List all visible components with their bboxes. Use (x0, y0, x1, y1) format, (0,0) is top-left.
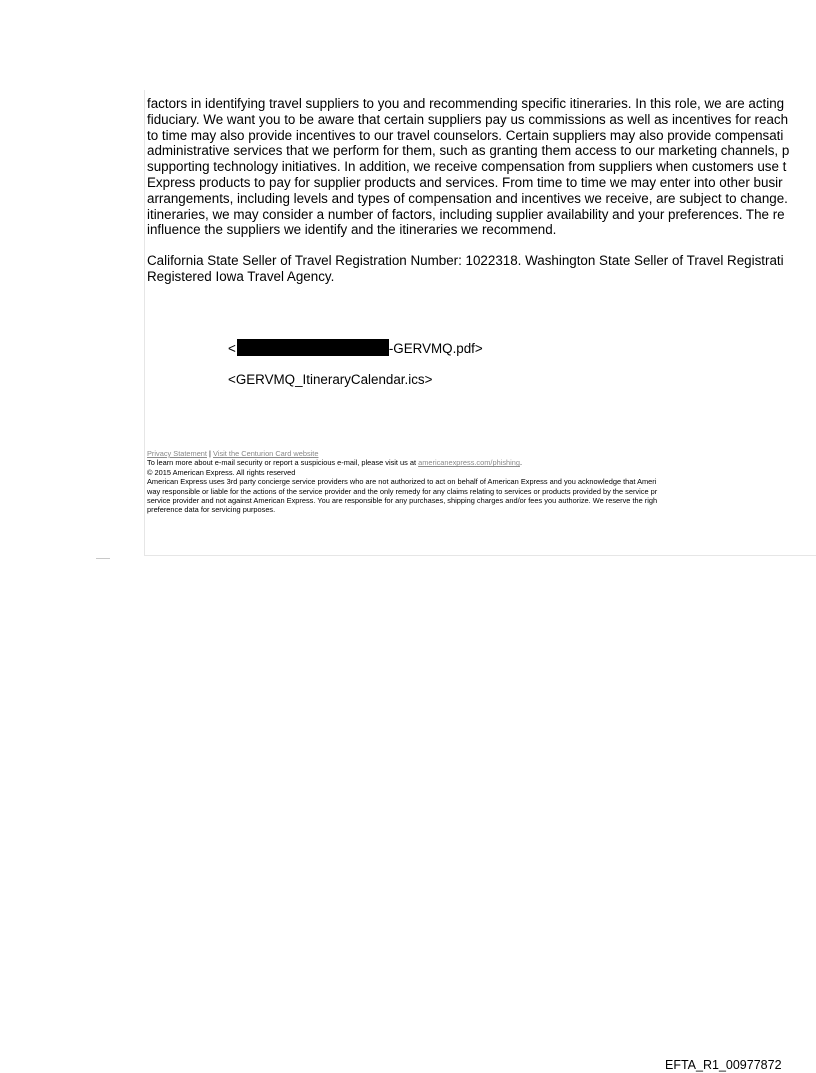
security-end: . (519, 458, 523, 468)
disclaimer-line: American Express uses 3rd party concierge service providers who are not authorized to act on behalf of American Express and you acknowledge that Ameri (147, 477, 657, 487)
copyright: © 2015 American Express. All rights reserved (147, 467, 296, 477)
page-identifier: EFTA_R1_00977872 (665, 1058, 782, 1072)
phishing-link[interactable]: americanexpress.com/phishing (418, 458, 520, 468)
redaction-block (237, 339, 389, 356)
ics-attachment[interactable]: <GERVMQ_ItineraryCalendar.ics> (228, 372, 433, 387)
attachment-prefix: < (228, 341, 236, 356)
link-separator: | (209, 449, 211, 458)
attachment-suffix: -GERVMQ.pdf> (388, 341, 483, 356)
body-line: itineraries, we may consider a number of factors, including supplier availability and your preferences. The re (147, 206, 785, 222)
registration-line: California State Seller of Travel Registration Number: 1022318. Washington State Seller of Travel Registrati (147, 253, 784, 269)
email-footer (147, 449, 816, 515)
body-line: to time may also provide incentives to our travel counselors. Certain suppliers may also provide compensati (147, 127, 784, 143)
privacy-statement-link[interactable]: Privacy Statement (147, 449, 207, 458)
disclaimer-line: way responsible or liable for the actions of the service provider and the only remedy for any claims relating to services or products provided by the service pr (147, 486, 658, 496)
footer-links (147, 449, 816, 458)
body-line: Express products to pay for supplier products and services. From time to time we may enter into other busir (147, 174, 783, 190)
body-line: supporting technology initiatives. In addition, we receive compensation from suppliers when customers use t (147, 159, 787, 175)
email-body (147, 96, 816, 285)
disclaimer-line: service provider and not against American Express. You are responsible for any purchases, shipping charges and/or fees you authorize. We reserve the righ (147, 496, 658, 506)
body-line: influence the suppliers we identify and the itineraries we recommend. (147, 222, 557, 238)
centurion-card-link[interactable]: Visit the Centurion Card website (213, 449, 319, 458)
divider-stub (96, 558, 110, 559)
body-line: administrative services that we perform for them, such as granting them access to our marketing channels, p (147, 143, 790, 159)
security-text: To learn more about e-mail security or report a suspicious e-mail, please visit us at (147, 458, 419, 468)
security-notice (147, 458, 816, 467)
pdf-attachment[interactable] (228, 339, 483, 357)
disclaimer-line: preference data for servicing purposes. (147, 505, 276, 515)
registration-line: Registered Iowa Travel Agency. (147, 268, 335, 284)
body-line: fiduciary. We want you to be aware that certain suppliers pay us commissions as well as incentives for reach (147, 111, 789, 127)
paragraph-gap (147, 238, 816, 253)
body-line: factors in identifying travel suppliers to you and recommending specific itineraries. In this role, we are acting (147, 96, 785, 111)
body-line: arrangements, including levels and types of compensation and incentives we receive, are subject to change. (147, 190, 788, 206)
